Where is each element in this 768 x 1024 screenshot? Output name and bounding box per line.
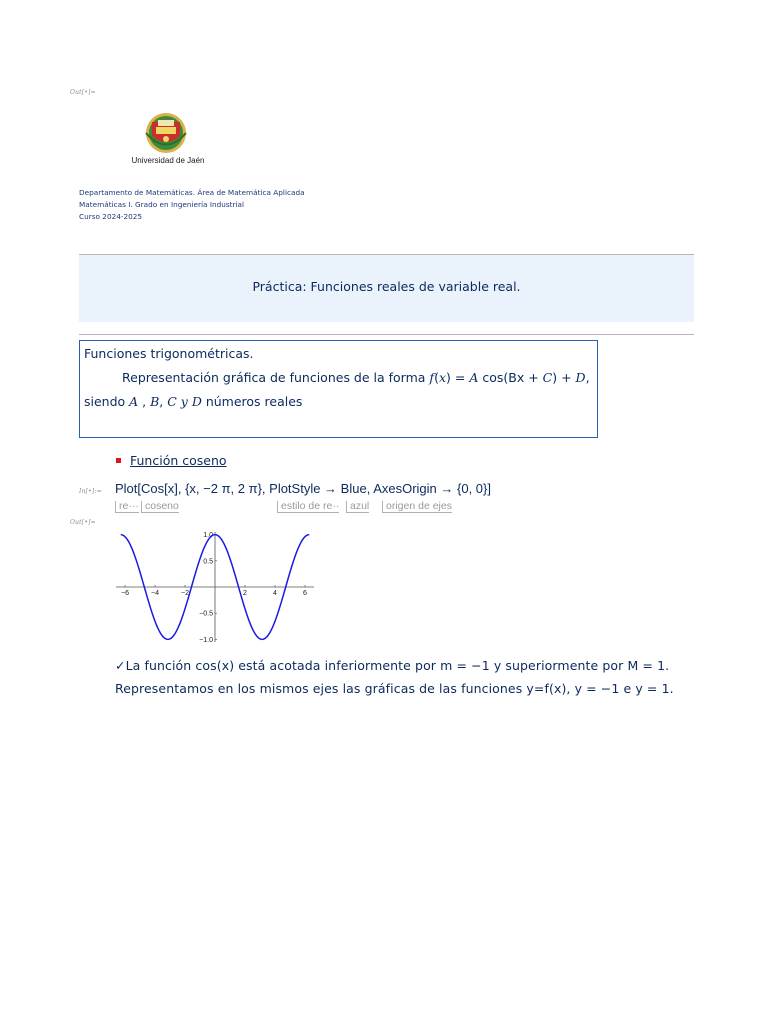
university-logo	[128, 112, 208, 168]
intro-text: ,	[585, 370, 590, 385]
intro-text: )	[446, 370, 451, 385]
x-tick-label: −4	[151, 590, 159, 597]
output-cell-label: Out[•]=	[70, 519, 96, 526]
section-bullet-icon	[116, 458, 121, 463]
symbol-a: A	[129, 394, 139, 409]
y-tick-label: 1.0	[203, 532, 213, 540]
degree-line: Matemáticas I. Grado en Ingeniería Industrial	[79, 200, 245, 209]
intro-formula-line	[122, 370, 590, 385]
practice-title: Práctica: Funciones reales de variable real.	[252, 279, 521, 294]
x-tick-label: 6	[303, 590, 307, 597]
x-tick-label: 4	[273, 590, 277, 597]
symbol-b: B	[150, 394, 160, 409]
code-hint-re: re···	[115, 501, 139, 513]
title-bottom-rule	[79, 334, 694, 335]
university-seal-icon	[128, 112, 208, 156]
conclusion-line-2: Representamos en los mismos ejes las gráficas de las funciones y=f(x), y = −1 e y = 1.	[115, 681, 674, 696]
intro-text-cell[interactable]	[79, 340, 598, 438]
y-tick-label: 0.5	[203, 558, 213, 566]
intro-text: ,	[138, 394, 151, 409]
symbol-c: C	[542, 370, 553, 385]
intro-text: cos(Bx +	[478, 370, 543, 385]
symbol-x: x	[438, 370, 447, 385]
section-heading-coseno[interactable]: Función coseno	[130, 453, 227, 468]
intro-text: ) +	[552, 370, 576, 385]
department-line: Departamento de Matemáticas. Área de Matemática Aplicada	[79, 188, 305, 197]
department-info	[79, 187, 305, 223]
code-hint-azul: azul	[346, 501, 369, 513]
y-tick-label: −1.0	[199, 636, 213, 644]
university-name: Universidad de Jaén	[131, 156, 205, 165]
symbol-d: D	[575, 370, 586, 385]
y-tick-label: −0.5	[199, 610, 213, 618]
plot-input-code[interactable]: Plot[Cos[x], {x, −2 π, 2 π}, PlotStyle → Blue, AxesOrigin → {0, 0}]	[115, 481, 491, 496]
intro-heading: Funciones trigonométricas.	[84, 346, 254, 361]
code-hint-coseno: coseno	[141, 501, 179, 513]
title-band	[79, 255, 694, 322]
intro-text: ,	[159, 394, 168, 409]
course-line: Curso 2024-2025	[79, 212, 143, 221]
conclusion-line-1: ✓La función cos(x) está acotada inferiormente por m = −1 y superiormente por M = 1.	[115, 658, 670, 673]
intro-text: =	[450, 370, 470, 385]
cosine-plot[interactable]	[112, 526, 318, 648]
symbol-a: A	[469, 370, 479, 385]
x-tick-label: 2	[243, 590, 247, 597]
x-tick-label: −2	[181, 590, 189, 597]
input-cell-label: In[•]:=	[79, 488, 102, 495]
symbol-c-y-d: C y D	[167, 394, 202, 409]
x-tick-label: −6	[121, 590, 129, 597]
code-hint-estilo: estilo de re··	[277, 501, 339, 513]
symbol-f: f	[429, 370, 435, 385]
code-hint-origen: origen de ejes	[382, 501, 452, 513]
output-cell-label: Out[•]=	[70, 89, 96, 96]
intro-text: Representación gráfica de funciones de la forma	[122, 370, 430, 385]
intro-text: números reales	[201, 394, 303, 409]
intro-text: (	[434, 370, 439, 385]
intro-parameters-line	[84, 394, 302, 409]
intro-text: siendo	[84, 394, 130, 409]
cosine-plot-svg	[112, 526, 318, 648]
